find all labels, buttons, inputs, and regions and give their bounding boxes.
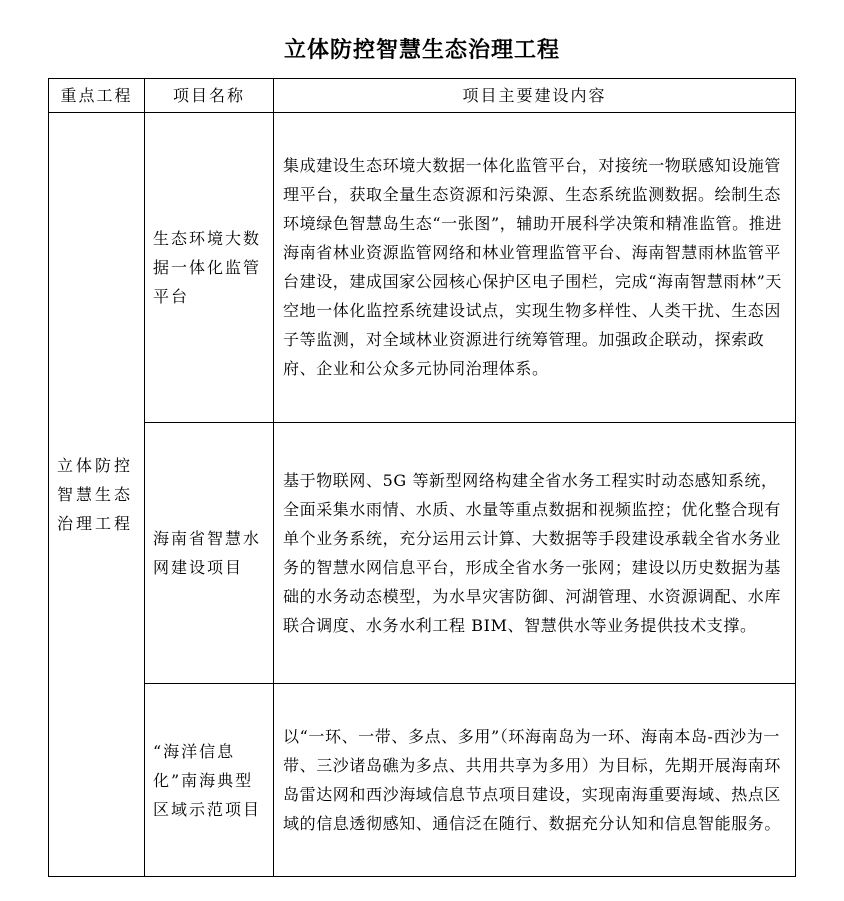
project-content-cell: 以“一环、一带、多点、多用”（环海南岛为一环、海南本岛-西沙为一带、三沙诸岛礁为多点、共用共享为多用）为目标，先期开展海南环岛雷达网和西沙海域信息节点项目建设，实现南海重要海域、热点区域的信息透彻感知、通信泛在随行、数据充分认知和信息智能服务。: [274, 684, 796, 877]
header-key-project: 重点工程: [49, 79, 145, 113]
page-title: 立体防控智慧生态治理工程: [283, 38, 560, 63]
table-header-row: [49, 79, 796, 113]
project-content-cell: 基于物联网、5G 等新型网络构建全省水务工程实时动态感知系统，全面采集水雨情、水质、水量等重点数据和视频监控；优化整合现有单个业务系统，充分运用云计算、大数据等手段建设承载全省水务业务的智慧水网信息平台，形成全省水务一张网；建设以历史数据为基础的水务动态模型，为水旱灾害防御、河湖管理、水资源调配、水库联合调度、水务水利工程 BIM、智慧供水等业务提供技术支撑。: [274, 423, 796, 684]
project-table: [48, 78, 796, 877]
project-name-cell: “海洋信息化”南海典型区域示范项目: [145, 684, 274, 877]
project-name-cell: 海南省智慧水网建设项目: [145, 423, 274, 684]
table-row: [49, 423, 796, 684]
header-construction-content: 项目主要建设内容: [274, 79, 796, 113]
header-project-name: 项目名称: [145, 79, 274, 113]
table-row: [49, 113, 796, 423]
project-content-cell: 集成建设生态环境大数据一体化监管平台，对接统一物联感知设施管理平台，获取全量生态资源和污染源、生态系统监测数据。绘制生态环境绿色智慧岛生态“一张图”，辅助开展科学决策和精准监管。推进海南省林业资源监管网络和林业管理监管平台、海南智慧雨林监管平台建设，建成国家公园核心保护区电子围栏，完成“海南智慧雨林”天空地一体化监控系统建设试点，实现生物多样性、人类干扰、生态因子等监测，对全域林业资源进行统筹管理。加强政企联动，探索政府、企业和公众多元协同治理体系。: [274, 113, 796, 423]
table-row: [49, 684, 796, 877]
key-project-cell: 立体防控智慧生态治理工程: [49, 113, 145, 877]
project-name-cell: 生态环境大数据一体化监管平台: [145, 113, 274, 423]
